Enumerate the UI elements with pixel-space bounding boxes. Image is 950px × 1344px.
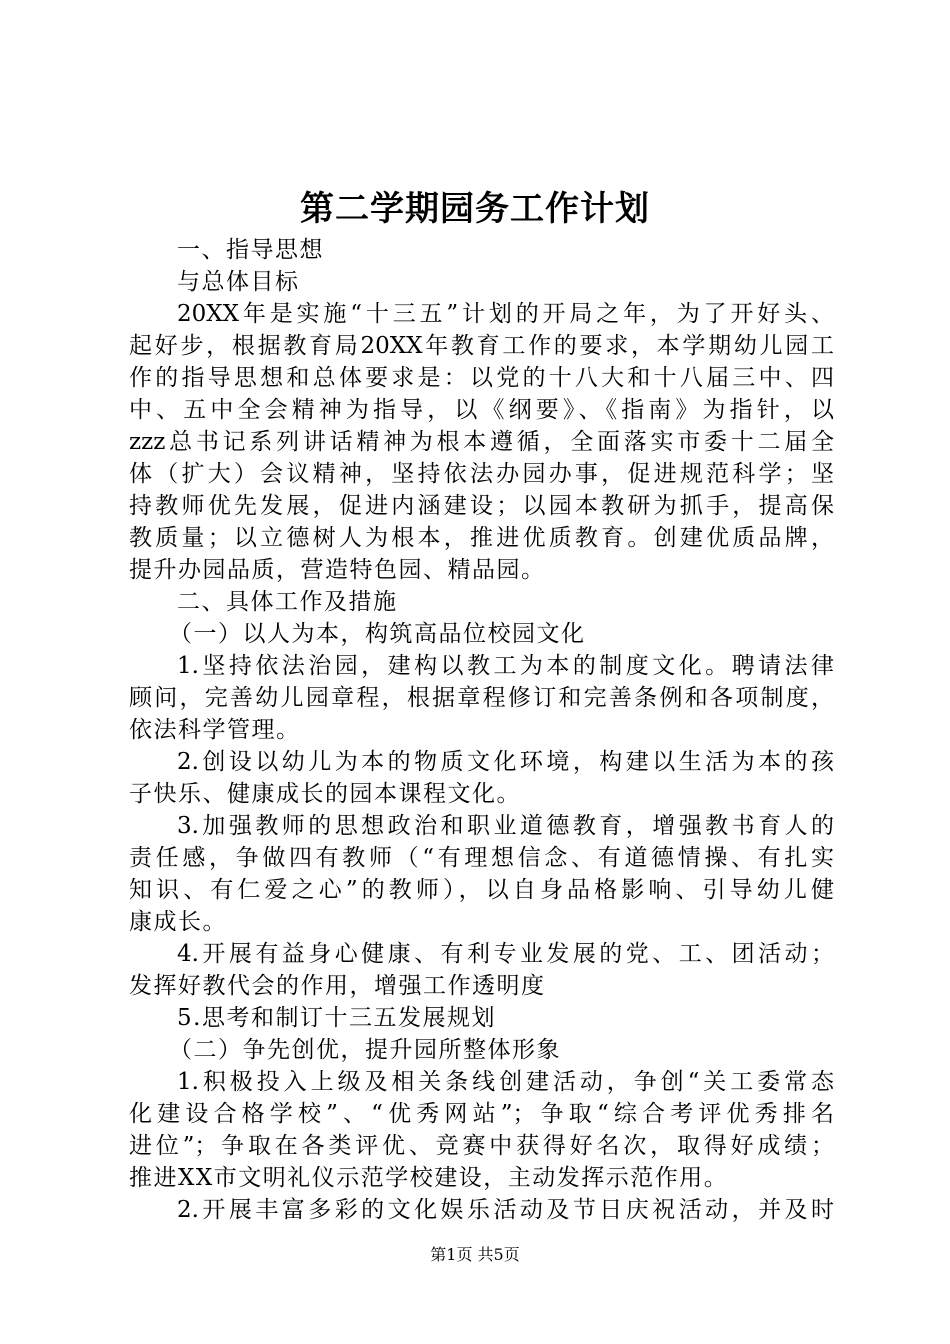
paragraph-line: 提升办园品质，营造特色园、精品园。 [129, 557, 546, 583]
paragraph-line: 持教师优先发展，促进内涵建设；以园本教研为抓手，提高保 [129, 493, 834, 519]
page-footer: 第1页 共5页 [430, 1245, 520, 1264]
paragraph-line: 责任感，争做四有教师（“有理想信念、有道德情操、有扎实 [129, 845, 834, 871]
paragraph-line: 作的指导思想和总体要求是：以党的十八大和十八届三中、四 [129, 365, 834, 391]
paragraph-line: 二、具体工作及措施 [177, 589, 398, 615]
paragraph-line: zzz总书记系列讲话精神为根本遵循，全面落实市委十二届全 [129, 429, 834, 455]
paragraph-line: 与总体目标 [177, 269, 300, 295]
paragraph-line: 2.开展丰富多彩的文化娱乐活动及节日庆祝活动，并及时 [177, 1197, 834, 1223]
paragraph-line: 一、指导思想 [177, 237, 324, 263]
paragraph-line: 康成长。 [129, 909, 227, 935]
paragraph-line: 依法科学管理。 [129, 717, 301, 743]
paragraph-line: 发挥好教代会的作用，增强工作透明度 [129, 973, 546, 999]
paragraph-line: 子快乐、健康成长的园本课程文化。 [129, 781, 521, 807]
paragraph-line: 1.积极投入上级及相关条线创建活动，争创“关工委常态 [177, 1069, 834, 1095]
paragraph-line: 知识、有仁爱之心”的教师），以自身品格影响、引导幼儿健 [129, 877, 834, 903]
paragraph-line: 体（扩大）会议精神，坚持依法办园办事，促进规范科学；坚 [129, 461, 834, 487]
document-body [129, 234, 834, 1226]
paragraph-line: 2.创设以幼儿为本的物质文化环境，构建以生活为本的孩 [177, 749, 834, 775]
paragraph-line: 5.思考和制订十三五发展规划 [177, 1005, 496, 1031]
paragraph-line: （一）以人为本，构筑高品位校园文化 [169, 621, 586, 647]
paragraph-line: 顾问，完善幼儿园章程，根据章程修订和完善条例和各项制度， [129, 685, 834, 711]
paragraph-line: 化建设合格学校”、“优秀网站”；争取“综合考评优秀排名 [129, 1101, 834, 1127]
paragraph-line: 推进XX市文明礼仪示范学校建设，主动发挥示范作用。 [129, 1165, 729, 1191]
paragraph-line: 1.坚持依法治园，建构以教工为本的制度文化。聘请法律 [177, 653, 834, 679]
paragraph-line: 起好步，根据教育局20XX年教育工作的要求，本学期幼儿园工 [129, 333, 834, 359]
document-title: 第二学期园务工作计划 [300, 189, 650, 229]
paragraph-line: 教质量；以立德树人为根本，推进优质教育。创建优质品牌， [129, 525, 834, 551]
paragraph-line: 20XX年是实施“十三五”计划的开局之年，为了开好头、 [177, 301, 834, 327]
paragraph-line: （二）争先创优，提升园所整体形象 [169, 1037, 561, 1063]
paragraph-line: 3.加强教师的思想政治和职业道德教育，增强教书育人的 [177, 813, 834, 839]
paragraph-line: 中、五中全会精神为指导，以《纲要》、《指南》为指针，以 [129, 397, 834, 423]
paragraph-line: 进位”；争取在各类评优、竞赛中获得好名次，取得好成绩； [129, 1133, 834, 1159]
paragraph-line: 4.开展有益身心健康、有利专业发展的党、工、团活动； [177, 941, 834, 967]
